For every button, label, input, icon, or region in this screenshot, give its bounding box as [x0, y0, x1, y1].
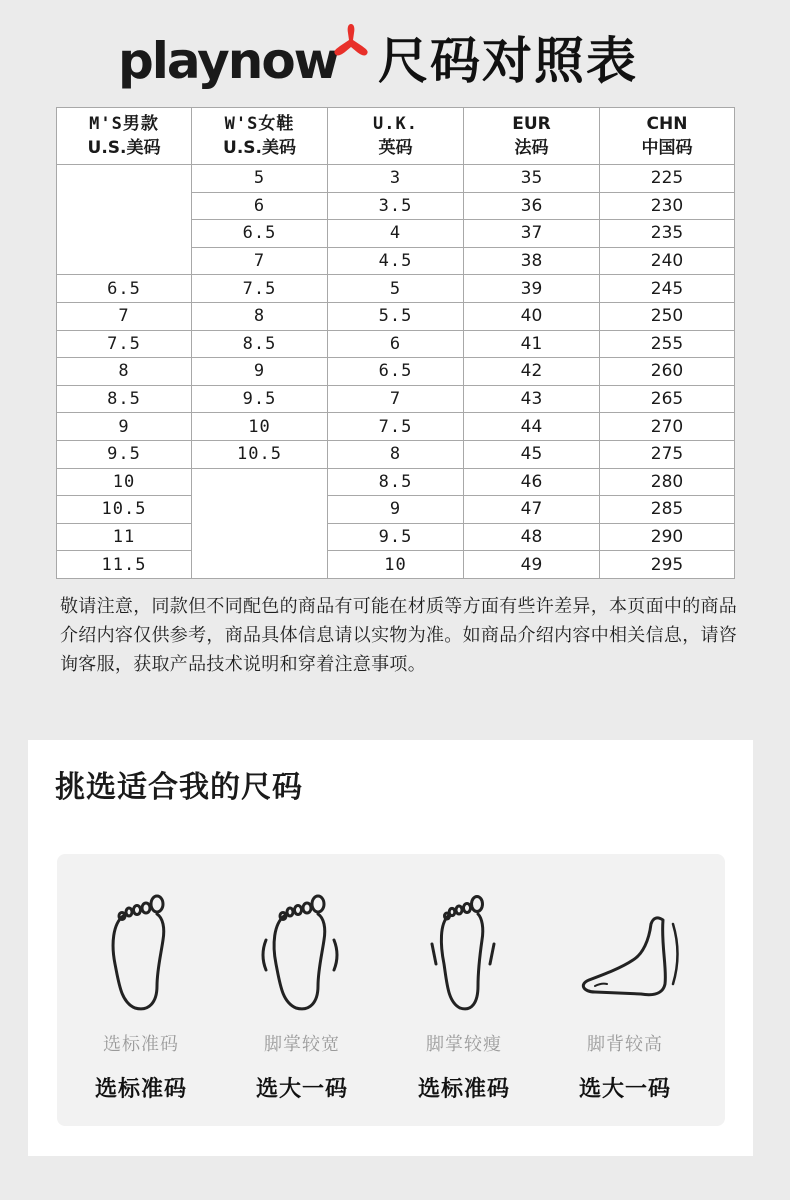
table-row — [57, 302, 735, 330]
col-header-womens-us — [192, 108, 328, 165]
table-cell: 290 — [600, 523, 735, 551]
table-row — [57, 385, 735, 413]
table-cell: 9.5 — [328, 523, 464, 551]
table-cell: 36 — [464, 192, 600, 220]
col-header-line2: 中国码 — [641, 138, 693, 158]
table-cell: 37 — [464, 220, 600, 248]
option-condition: 脚掌较瘦 — [426, 1034, 502, 1055]
guide-option-high-arch — [545, 854, 705, 1126]
col-header-line2: 法码 — [514, 138, 549, 158]
table-cell: 10 — [192, 413, 328, 441]
page-title: 尺码对照表 — [378, 32, 638, 90]
size-chart-table — [56, 107, 735, 579]
table-cell: 10 — [57, 468, 192, 496]
col-header-mens-us — [57, 108, 192, 165]
table-cell: 5 — [192, 165, 328, 193]
table-cell: 235 — [600, 220, 735, 248]
table-cell: 4 — [328, 220, 464, 248]
table-cell: 6.5 — [192, 220, 328, 248]
table-row — [57, 275, 735, 303]
table-cell: 49 — [464, 551, 600, 579]
table-cell: 10.5 — [57, 496, 192, 524]
table-header-row — [57, 108, 735, 165]
table-cell: 230 — [600, 192, 735, 220]
table-cell: 6 — [192, 192, 328, 220]
table-cell-empty — [192, 468, 328, 578]
table-row — [57, 496, 735, 524]
option-recommendation: 选大一码 — [255, 1077, 348, 1102]
option-recommendation: 选大一码 — [578, 1077, 671, 1102]
col-header-line1: CHN — [646, 114, 688, 134]
col-header-line1: U.K. — [373, 114, 418, 134]
table-cell: 7 — [57, 302, 192, 330]
table-cell: 5.5 — [328, 302, 464, 330]
table-cell: 9 — [57, 413, 192, 441]
table-row — [57, 523, 735, 551]
table-cell: 46 — [464, 468, 600, 496]
table-row — [57, 468, 735, 496]
table-row — [57, 165, 735, 193]
table-cell: 4.5 — [328, 247, 464, 275]
table-cell: 10 — [328, 551, 464, 579]
table-cell: 48 — [464, 523, 600, 551]
table-cell: 39 — [464, 275, 600, 303]
table-cell: 240 — [600, 247, 735, 275]
option-condition: 选标准码 — [103, 1034, 179, 1055]
guide-option-narrow — [384, 854, 544, 1126]
table-row — [57, 440, 735, 468]
table-cell: 44 — [464, 413, 600, 441]
table-cell: 41 — [464, 330, 600, 358]
brand-name: playnow — [118, 32, 338, 90]
size-guide-card — [28, 740, 753, 1156]
table-cell: 11.5 — [57, 551, 192, 579]
table-cell: 7.5 — [192, 275, 328, 303]
table-row — [57, 413, 735, 441]
table-cell: 40 — [464, 302, 600, 330]
table-cell: 260 — [600, 358, 735, 386]
guide-option-standard — [61, 854, 221, 1126]
page-header — [0, 0, 790, 100]
size-guide-panel — [57, 854, 725, 1126]
table-cell: 275 — [600, 440, 735, 468]
table-cell: 3 — [328, 165, 464, 193]
option-condition: 脚掌较宽 — [264, 1034, 340, 1055]
col-header-uk — [328, 108, 464, 165]
size-guide-title: 挑选适合我的尺码 — [55, 770, 303, 805]
table-cell: 43 — [464, 385, 600, 413]
table-cell: 9 — [192, 358, 328, 386]
table-cell: 295 — [600, 551, 735, 579]
table-cell: 9.5 — [192, 385, 328, 413]
table-cell: 38 — [464, 247, 600, 275]
table-cell-empty — [57, 165, 192, 275]
table-cell: 225 — [600, 165, 735, 193]
col-header-eur — [464, 108, 600, 165]
table-cell: 7.5 — [328, 413, 464, 441]
option-recommendation: 选标准码 — [417, 1077, 510, 1102]
col-header-chn — [600, 108, 735, 165]
table-row — [57, 358, 735, 386]
table-row — [57, 551, 735, 579]
table-cell: 3.5 — [328, 192, 464, 220]
table-cell: 10.5 — [192, 440, 328, 468]
table-cell: 270 — [600, 413, 735, 441]
table-cell: 285 — [600, 496, 735, 524]
table-cell: 35 — [464, 165, 600, 193]
disclaimer-note: 敬请注意，同款但不同配色的商品有可能在材质等方面有些许差异，本页面中的商品介绍内容仅供参考，商品具体信息请以实物为准。如商品介绍内容中相关信息，请咨询客服，获取产品技术说明和穿着注意事项。 — [60, 596, 738, 675]
col-header-line2: 英码 — [378, 138, 413, 158]
table-cell: 250 — [600, 302, 735, 330]
col-header-line1: M'S男款 — [89, 114, 159, 134]
table-cell: 265 — [600, 385, 735, 413]
guide-option-wide — [222, 854, 382, 1126]
wide-foot-icon — [252, 884, 352, 1024]
brand-logo-icon — [329, 20, 373, 64]
table-cell: 8.5 — [57, 385, 192, 413]
col-header-line2: U.S.美码 — [223, 138, 296, 158]
option-condition: 脚背较高 — [587, 1034, 663, 1055]
table-cell: 8 — [57, 358, 192, 386]
table-cell: 7.5 — [57, 330, 192, 358]
table-row — [57, 330, 735, 358]
table-cell: 9 — [328, 496, 464, 524]
table-cell: 245 — [600, 275, 735, 303]
table-cell: 8.5 — [192, 330, 328, 358]
table-cell: 45 — [464, 440, 600, 468]
option-recommendation: 选标准码 — [94, 1077, 187, 1102]
standard-foot-icon — [91, 884, 191, 1024]
narrow-foot-icon — [414, 884, 514, 1024]
table-cell: 9.5 — [57, 440, 192, 468]
table-cell: 8.5 — [328, 468, 464, 496]
table-cell: 255 — [600, 330, 735, 358]
table-cell: 6.5 — [328, 358, 464, 386]
table-cell: 280 — [600, 468, 735, 496]
table-cell: 5 — [328, 275, 464, 303]
table-cell: 7 — [192, 247, 328, 275]
col-header-line2: U.S.美码 — [87, 138, 161, 158]
table-cell: 11 — [57, 523, 192, 551]
high-arch-foot-icon — [560, 884, 690, 1024]
table-cell: 7 — [328, 385, 464, 413]
table-cell: 6 — [328, 330, 464, 358]
table-cell: 6.5 — [57, 275, 192, 303]
table-cell: 47 — [464, 496, 600, 524]
col-header-line1: EUR — [512, 114, 551, 134]
table-cell: 42 — [464, 358, 600, 386]
table-body — [57, 165, 735, 579]
table-cell: 8 — [192, 302, 328, 330]
table-cell: 8 — [328, 440, 464, 468]
col-header-line1: W'S女鞋 — [224, 114, 295, 134]
